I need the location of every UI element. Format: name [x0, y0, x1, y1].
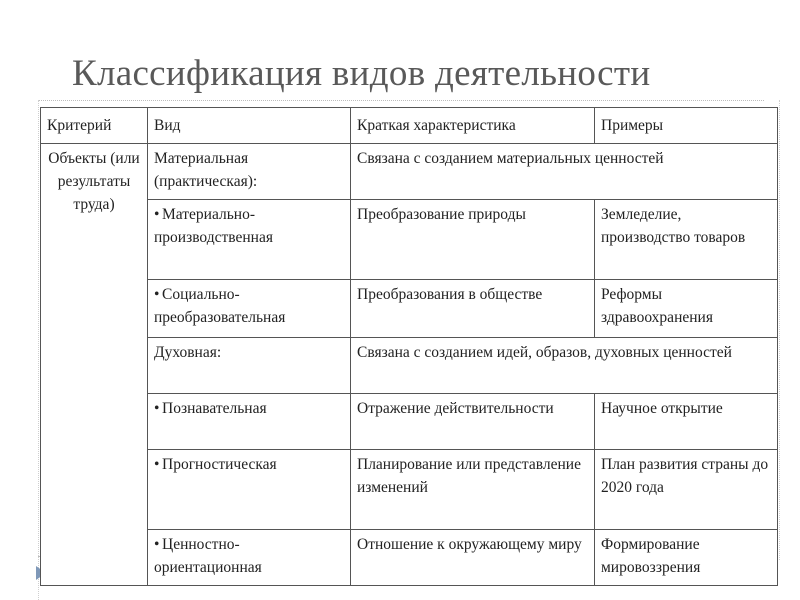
kind-label: Познавательная	[162, 400, 267, 417]
example-cell: Земледелие, производство товаров	[595, 200, 778, 280]
bullet-icon: •	[154, 536, 160, 553]
table-header-row	[41, 108, 778, 144]
description-cell: Отношение к окружающему миру	[351, 530, 595, 586]
bullet-icon: •	[154, 456, 160, 473]
table-row	[41, 338, 778, 394]
header-kind: Вид	[148, 108, 351, 144]
kind-cell: Материальная (практическая):	[148, 144, 351, 200]
description-cell: Связана с созданием идей, образов, духовных ценностей	[351, 338, 778, 394]
description-cell: Отражение действительности	[351, 394, 595, 450]
example-cell: План развития страны до 2020 года	[595, 450, 778, 530]
kind-cell	[148, 450, 351, 530]
table-row	[41, 394, 778, 450]
criterion-cell: Объекты (или результаты труда)	[41, 144, 148, 586]
table-row	[41, 450, 778, 530]
example-cell: Формирование мировоззрения	[595, 530, 778, 586]
classification-table	[40, 107, 778, 586]
bullet-icon: •	[154, 400, 160, 417]
page-title: Классификация видов деятельности	[72, 53, 651, 94]
bullet-icon: •	[154, 206, 160, 223]
kind-label: Материально-производственная	[154, 206, 273, 246]
kind-label: Ценностно-ориентационная	[154, 536, 262, 576]
left-guide-line	[38, 100, 39, 600]
table-row	[41, 530, 778, 586]
header-description: Краткая характеристика	[351, 108, 595, 144]
kind-cell	[148, 530, 351, 586]
kind-label: Социально-преобразовательная	[154, 286, 286, 326]
table-row	[41, 144, 778, 200]
kind-cell	[148, 394, 351, 450]
right-guide-line	[779, 100, 780, 560]
description-cell: Связана с созданием материальных ценностей	[351, 144, 778, 200]
kind-cell	[148, 200, 351, 280]
kind-label: Прогностическая	[162, 456, 277, 473]
example-cell: Научное открытие	[595, 394, 778, 450]
header-criterion: Критерий	[41, 108, 148, 144]
table-row	[41, 280, 778, 338]
kind-cell	[148, 280, 351, 338]
table-row	[41, 200, 778, 280]
bullet-icon: •	[154, 286, 160, 303]
kind-cell: Духовная:	[148, 338, 351, 394]
title-divider	[38, 100, 764, 101]
description-cell: Планирование или представление изменений	[351, 450, 595, 530]
header-examples: Примеры	[595, 108, 778, 144]
description-cell: Преобразование природы	[351, 200, 595, 280]
example-cell: Реформы здравоохранения	[595, 280, 778, 338]
description-cell: Преобразования в обществе	[351, 280, 595, 338]
